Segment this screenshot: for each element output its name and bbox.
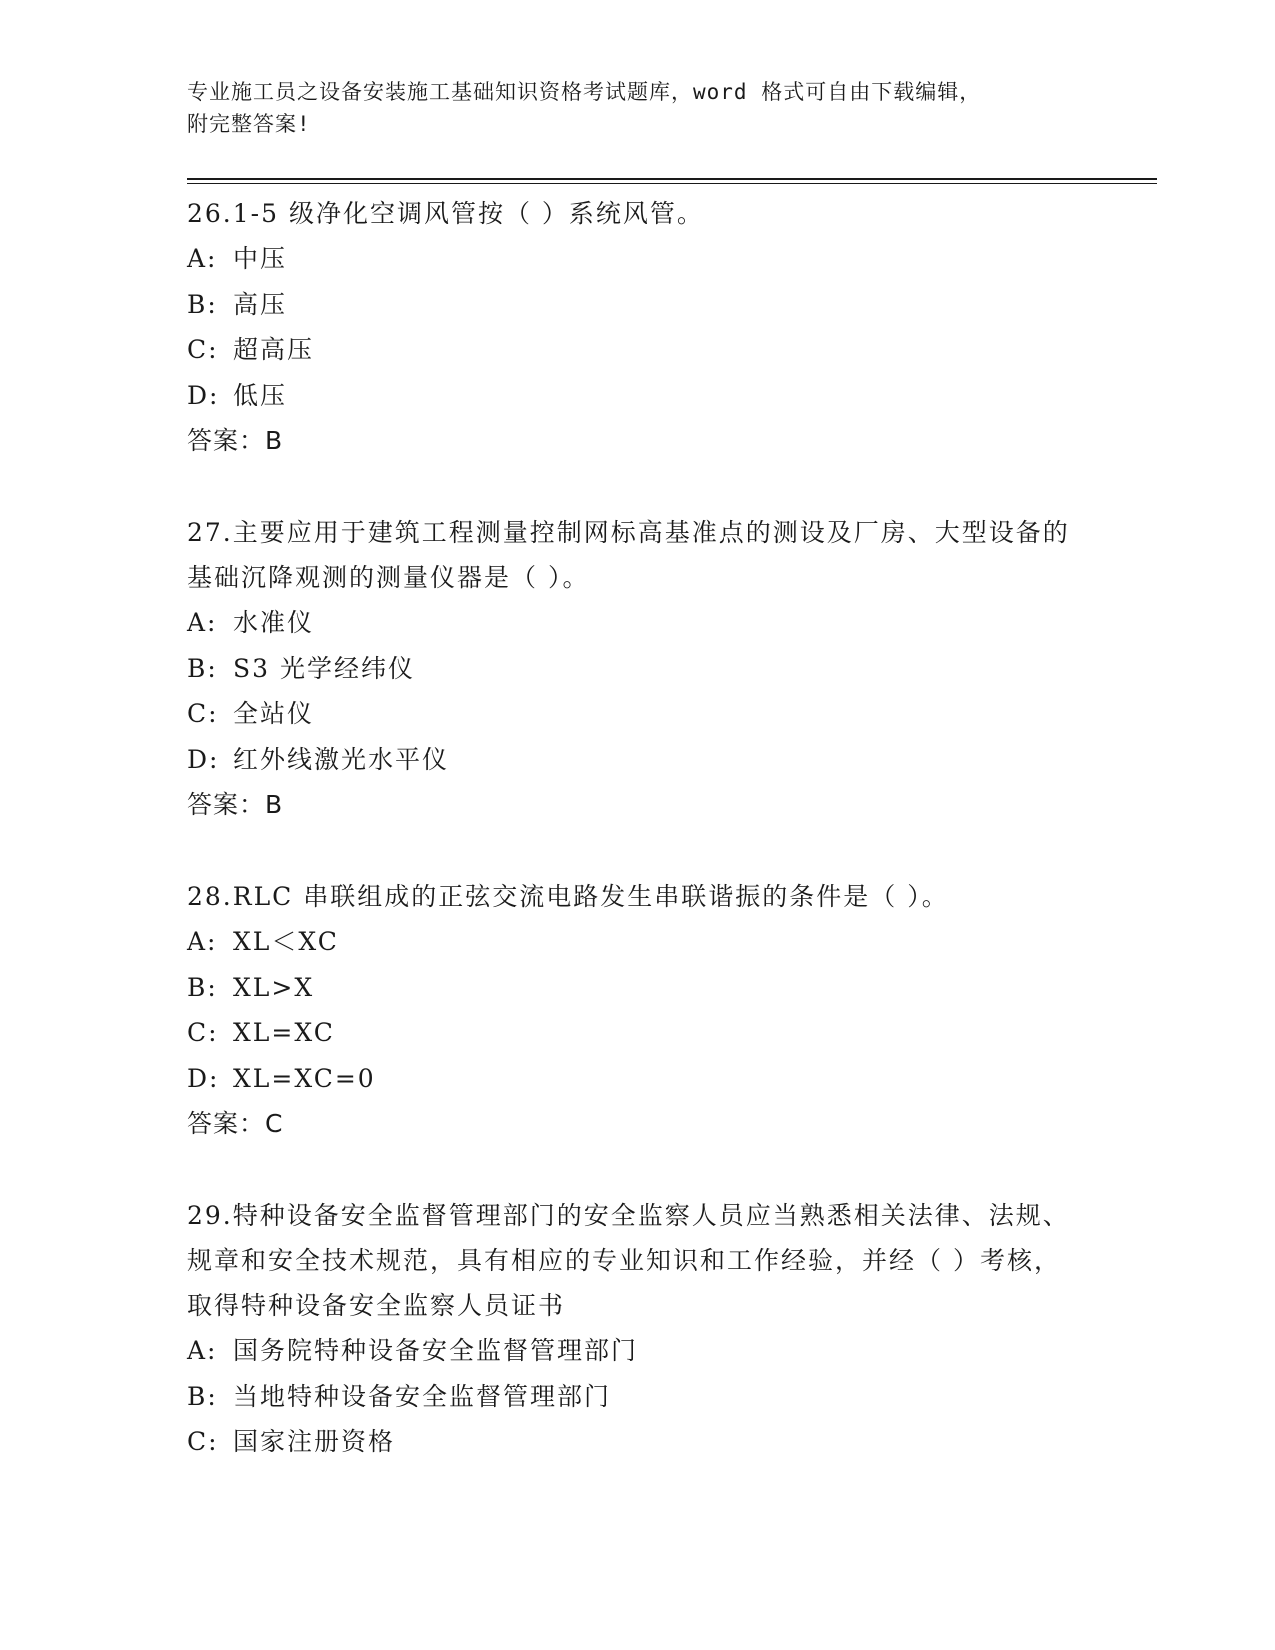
option-text: XL=XC	[233, 1018, 335, 1047]
option-text: XL＜XC	[233, 927, 339, 956]
option-text: XL>X	[233, 972, 315, 1002]
option-letter: C:	[187, 699, 219, 728]
header-line-2: 附完整答案!	[187, 112, 311, 136]
question-28	[187, 874, 1087, 1147]
option-letter: A:	[187, 927, 218, 956]
option-letter: C:	[187, 1018, 219, 1047]
option-d	[187, 737, 1087, 783]
option-letter: D:	[187, 744, 220, 774]
option-letter: D:	[187, 380, 220, 410]
answer-line: 答案：C	[187, 1109, 284, 1138]
document-header	[187, 76, 1067, 140]
answer-line: 答案：B	[187, 426, 284, 455]
question-stem: 26.1-5 级净化空调风管按（ ）系统风管。	[187, 199, 704, 228]
option-a	[187, 1328, 1087, 1374]
option-letter: B:	[187, 289, 218, 319]
option-text: 国家注册资格	[233, 1427, 396, 1456]
option-d	[187, 1056, 1087, 1102]
option-b	[187, 965, 1087, 1011]
option-text: 全站仪	[233, 699, 315, 728]
answer-line: 答案：B	[187, 790, 284, 819]
question-26	[187, 191, 1087, 464]
option-text: 超高压	[233, 335, 315, 364]
option-text: 低压	[233, 380, 288, 410]
question-stem: 28.RLC 串联组成的正弦交流电路发生串联谐振的条件是（ ）。	[187, 882, 949, 911]
option-letter: C:	[187, 1427, 219, 1456]
option-c	[187, 327, 1087, 373]
question-29	[187, 1193, 1087, 1465]
option-a	[187, 919, 1087, 965]
option-text: 中压	[233, 244, 288, 273]
option-letter: A:	[187, 608, 218, 637]
option-letter: D:	[187, 1063, 220, 1093]
option-text: 国务院特种设备安全监督管理部门	[233, 1336, 639, 1365]
question-stem: 29.特种设备安全监督管理部门的安全监察人员应当熟悉相关法律、法规、规章和安全技术规范，具有相应的专业知识和工作经验，并经（ ）考核，取得特种设备安全监察人员证书	[187, 1201, 1070, 1320]
option-b	[187, 282, 1087, 328]
option-text: S3 光学经纬仪	[233, 653, 415, 683]
option-c	[187, 691, 1087, 737]
option-a	[187, 600, 1087, 646]
question-27	[187, 510, 1087, 828]
option-a	[187, 236, 1087, 282]
option-b	[187, 646, 1087, 692]
option-letter: B:	[187, 972, 218, 1002]
option-text: XL=XC=0	[233, 1063, 376, 1093]
option-text: 水准仪	[233, 608, 315, 637]
option-letter: A:	[187, 1336, 218, 1365]
option-letter: A:	[187, 244, 218, 273]
option-b	[187, 1374, 1087, 1420]
option-letter: B:	[187, 653, 218, 683]
header-divider	[187, 178, 1157, 184]
option-text: 当地特种设备安全监督管理部门	[233, 1381, 612, 1411]
header-line-1: 专业施工员之设备安装施工基础知识资格考试题库，word 格式可自由下载编辑，	[187, 80, 982, 104]
question-stem: 27.主要应用于建筑工程测量控制网标高基准点的测设及厂房、大型设备的基础沉降观测的测量仪器是（ ）。	[187, 518, 1070, 592]
option-c	[187, 1010, 1087, 1056]
option-letter: B:	[187, 1381, 218, 1411]
option-letter: C:	[187, 335, 219, 364]
option-d	[187, 373, 1087, 419]
option-text: 红外线激光水平仪	[233, 744, 450, 774]
option-c	[187, 1419, 1087, 1465]
question-list	[187, 191, 1087, 1511]
option-text: 高压	[233, 289, 288, 319]
